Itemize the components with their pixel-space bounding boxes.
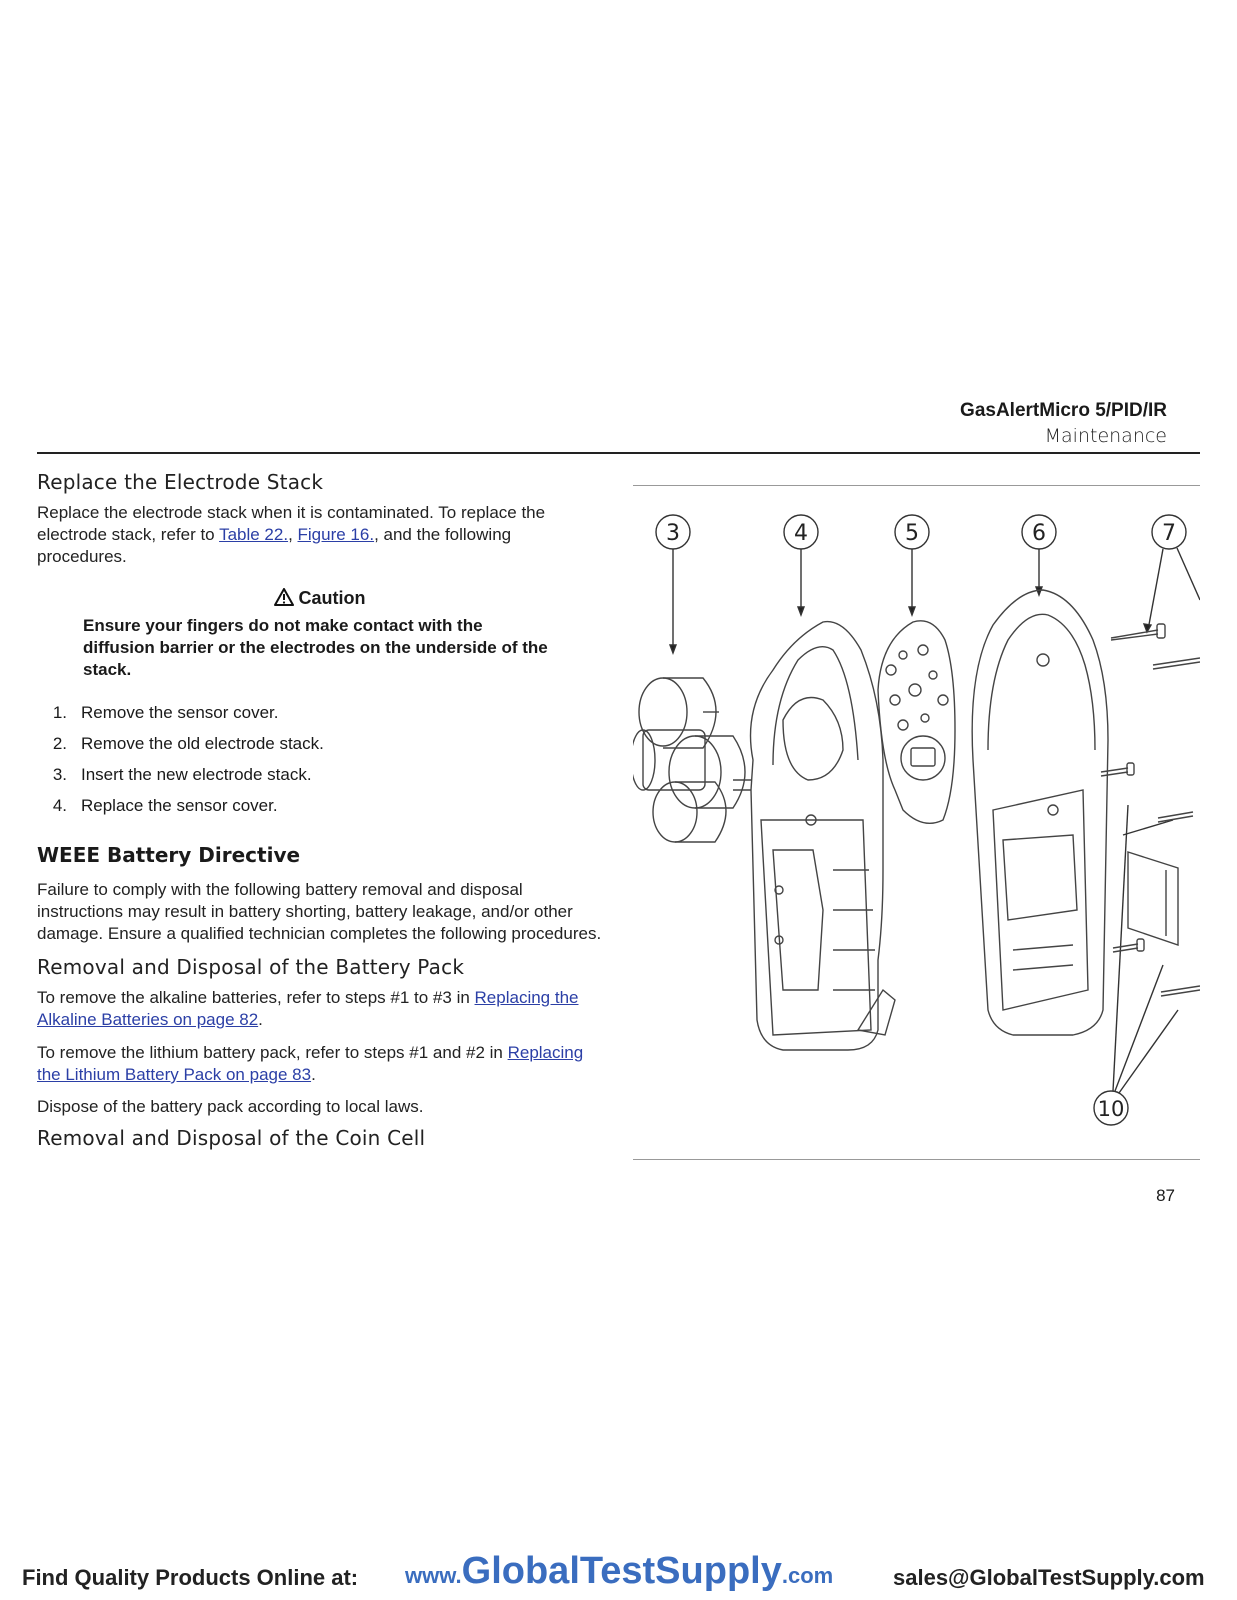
callout-4: [784, 515, 818, 615]
svg-text:4: 4: [794, 521, 808, 546]
svg-text:6: 6: [1032, 521, 1046, 546]
page-number: 87: [1156, 1186, 1175, 1205]
step-item: [37, 733, 324, 755]
step-number: 3.: [52, 765, 67, 784]
footer-www: www.: [405, 1563, 462, 1588]
heading-coin-cell: Removal and Disposal of the Coin Cell: [37, 1126, 426, 1150]
figure-16-link[interactable]: Figure 16.: [297, 525, 375, 544]
replace-intro: [37, 502, 557, 568]
callout-5: [895, 515, 929, 615]
period: .: [258, 1010, 263, 1029]
step-item: [37, 795, 278, 817]
electrode-stack-drawing: [633, 678, 751, 842]
figure-top-rule: [633, 485, 1200, 486]
caution-title: Caution: [298, 588, 366, 608]
step-item: [37, 764, 312, 786]
battery-p1-text: To remove the alkaline batteries, refer to steps #1 to #3 in: [37, 988, 475, 1007]
callout-6: [1022, 515, 1056, 595]
warning-triangle-icon: [274, 588, 294, 606]
weee-text: Failure to comply with the following battery removal and disposal instructions may result in battery shorting, battery leakage, and/or other damage. Ensure a qualified technician completes the following procedures.: [37, 880, 602, 943]
period: .: [311, 1065, 316, 1084]
caution-heading: [274, 588, 365, 609]
caution-text: Ensure your fingers do not make contact with the diffusion barrier or the electrodes on the underside of the stack.: [83, 616, 548, 679]
step-text: Replace the sensor cover.: [81, 796, 278, 815]
alkaline-batteries-link[interactable]: Replacing the Alkaline Batteries on page 82: [37, 988, 579, 1029]
callout-3: [656, 515, 690, 653]
footer-website-link[interactable]: [405, 1550, 833, 1593]
intro-sep: ,: [288, 525, 298, 544]
heading-weee: WEEE Battery Directive: [37, 843, 301, 867]
battery-p2-text: To remove the lithium battery pack, refer to steps #1 and #2 in: [37, 1043, 508, 1062]
footer-tagline: Find Quality Products Online at:: [22, 1565, 359, 1590]
intro-text-1: Replace the electrode stack when it is contaminated. To replace the electrode stack, refer to: [37, 503, 546, 544]
svg-text:7: 7: [1162, 521, 1176, 546]
step-text: Remove the sensor cover.: [81, 703, 279, 722]
label-card-drawing: [1128, 852, 1178, 945]
step-number: 1.: [52, 703, 67, 722]
battery-p1: [37, 987, 605, 1031]
svg-text:3: 3: [666, 521, 680, 546]
step-text: Remove the old electrode stack.: [81, 734, 324, 753]
battery-p3: Dispose of the battery pack according to local laws.: [37, 1097, 424, 1116]
footer-com: .com: [781, 1563, 834, 1588]
footer-email-link[interactable]: sales@GlobalTestSupply.com: [893, 1565, 1205, 1590]
exploded-view-figure: [633, 490, 1200, 1155]
step-item: [37, 702, 278, 724]
intro-text-2: , and the following procedures.: [37, 525, 512, 566]
lithium-battery-link[interactable]: Replacing the Lithium Battery Pack on page 83: [37, 1043, 584, 1084]
battery-p2: [37, 1042, 605, 1086]
step-number: 4.: [52, 796, 67, 815]
svg-text:5: 5: [905, 521, 919, 546]
step-text: Insert the new electrode stack.: [81, 765, 312, 784]
header-rule: [37, 452, 1200, 454]
document-section: Maintenance: [1044, 425, 1167, 447]
heading-battery-pack: Removal and Disposal of the Battery Pack: [37, 955, 465, 979]
screws-drawing: [1101, 624, 1200, 996]
circuit-board-drawing: [878, 621, 955, 824]
document-title: GasAlertMicro 5/PID/IR: [960, 400, 1167, 421]
svg-text:10: 10: [1097, 1097, 1125, 1121]
heading-replace-electrode-stack: Replace the Electrode Stack: [37, 470, 324, 494]
figure-bottom-rule: [633, 1159, 1200, 1160]
table-22-link[interactable]: Table 22.: [219, 525, 289, 544]
step-number: 2.: [52, 734, 67, 753]
front-housing-drawing: [751, 622, 896, 1050]
footer-brand: GlobalTestSupply: [461, 1550, 782, 1592]
callout-7: [1144, 515, 1200, 632]
rear-housing-drawing: [972, 590, 1108, 1035]
